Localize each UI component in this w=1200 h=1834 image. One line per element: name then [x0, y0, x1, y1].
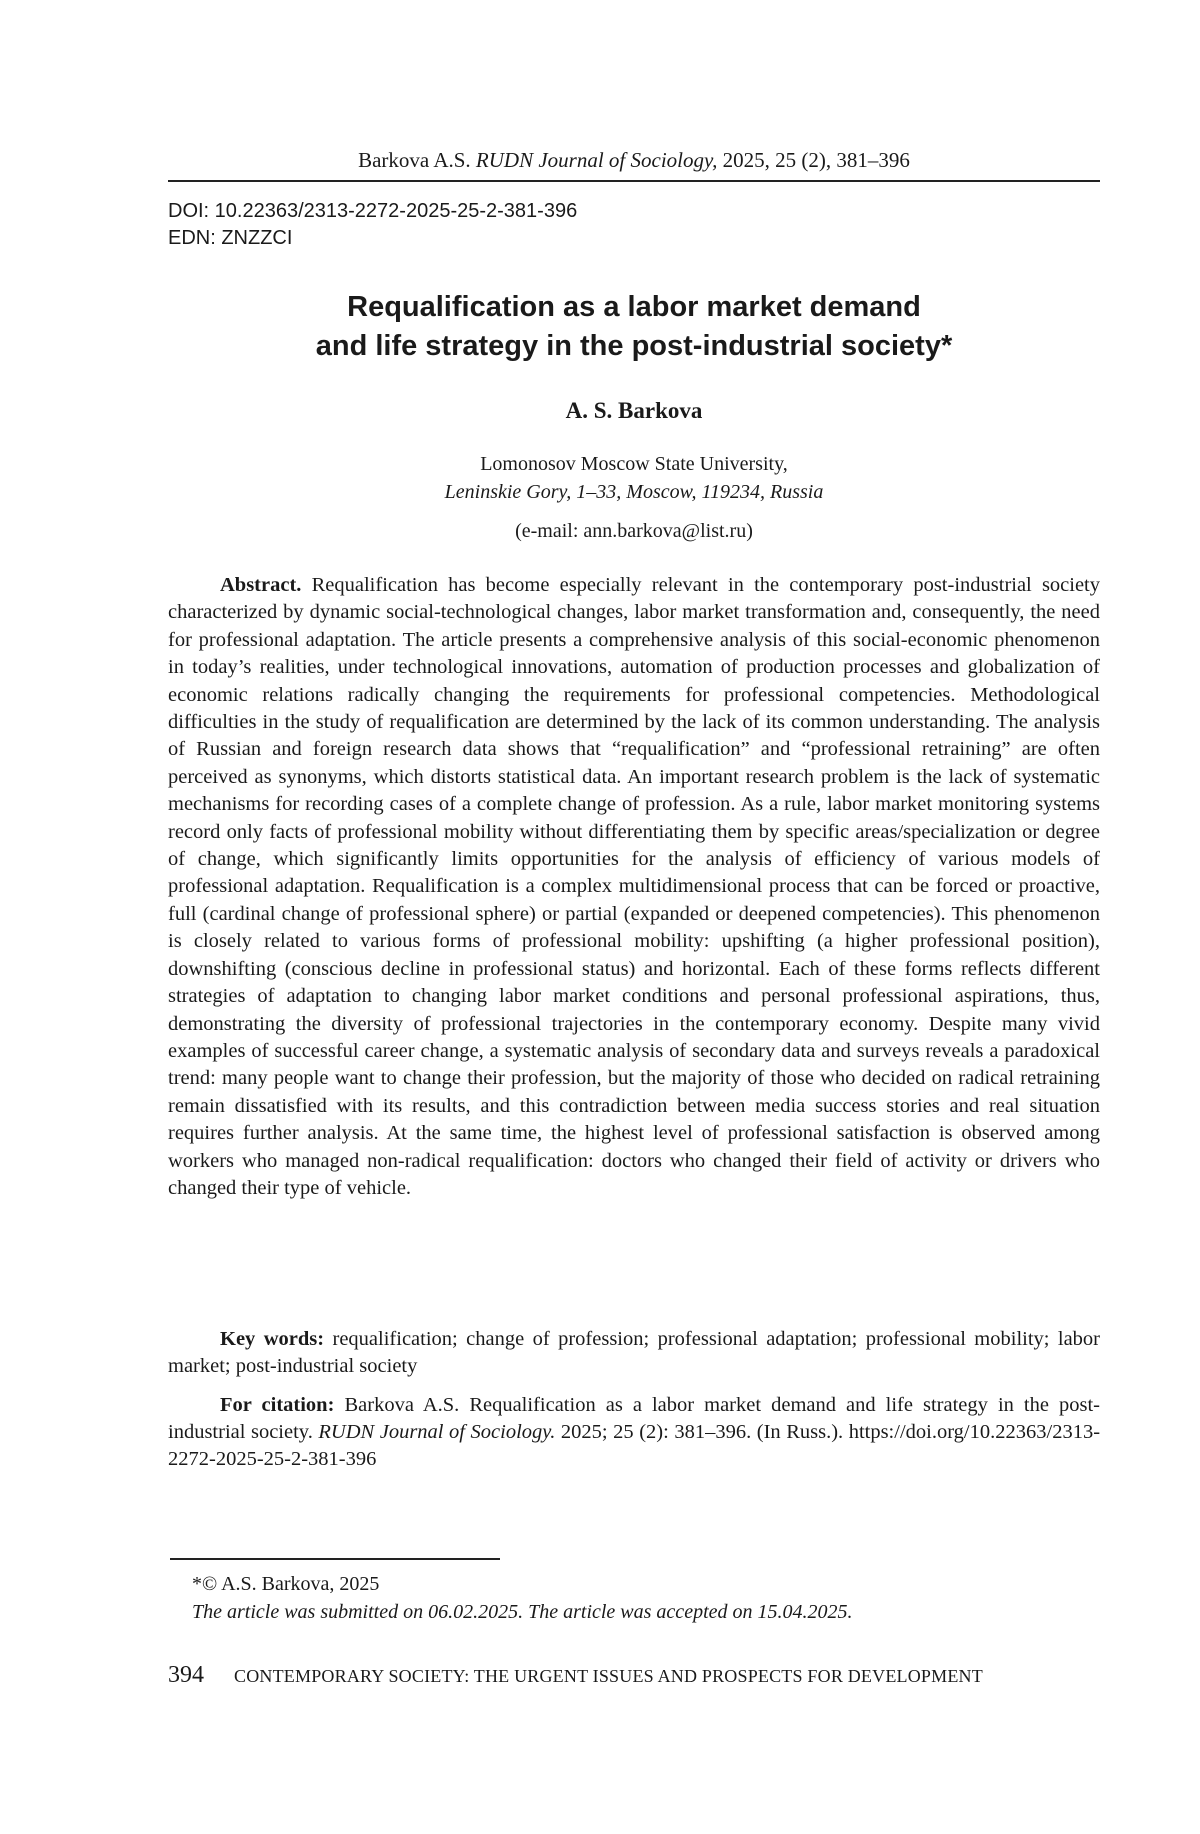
citation-text-after: 2025; 25 (2): 381–396. (In Russ.). https://doi.org/10.22363/2313-2272-2025-25-2-381-396 [168, 1421, 1100, 1470]
keywords-text: requalification; change of profession; professional adaptation; professional mobility; labor market; post-industrial society [168, 1328, 1100, 1377]
author-name: A. S. Barkova [168, 398, 1100, 424]
footnotes [168, 1570, 1100, 1626]
running-head-issue: 2025, 25 (2), 381–396 [723, 148, 910, 172]
citation [168, 1392, 1100, 1473]
affiliation-address: Leninskie Gory, 1–33, Moscow, 119234, Russia [168, 478, 1100, 506]
paper-page [0, 0, 1200, 1834]
title-line-2: and life strategy in the post-industrial society* [168, 327, 1100, 366]
footnote-copyright: *© A.S. Barkova, 2025 [192, 1570, 1100, 1598]
running-head-author: Barkova A.S. [358, 148, 471, 172]
citation-text-before: Barkova A.S. Requalification as a labor market demand and life strategy in the post-industrial society. [168, 1394, 1100, 1443]
affiliation-university: Lomonosov Moscow State University, [168, 450, 1100, 478]
doi-line: DOI: 10.22363/2313-2272-2025-25-2-381-396 [168, 198, 577, 225]
keywords [168, 1326, 1100, 1380]
footnote-rule [170, 1558, 500, 1560]
citation-journal: RUDN Journal of Sociology. [318, 1421, 555, 1443]
keywords-label: Key words: [220, 1328, 324, 1350]
running-head [168, 148, 1100, 173]
edn-line: EDN: ZNZZCI [168, 225, 577, 252]
article-title [168, 288, 1100, 366]
identifiers [168, 198, 577, 252]
page-number: 394 [168, 1662, 204, 1689]
abstract-text: Requalification has become especially relevant in the contemporary post-industrial society characterized by dynamic social-technological changes, labor market transformation and, consequently, the need for professional adaptation. The article presents a comprehensive analysis of this social-economic phenomenon in today’s realities, under technological innovations, automation of production processes and globalization of economic relations radically changing the requirements for professional competencies. Methodological difficulties in the study of requalification are determined by the lack of its common understanding. The analysis of Russian and foreign research data shows that “requalification” and “professional retraining” are often perceived as synonyms, which distorts statistical data. An important research problem is the lack of systematic mechanisms for recording cases of a complete change of profession. As a rule, labor market monitoring systems record only facts of professional mobility without differentiating them by specific areas/specialization or degree of change, which significantly limits opportunities for the analysis of efficiency of various models of professional adaptation. Requalification is a complex multidimensional process that can be forced or proactive, full (cardinal change of professional sphere) or partial (expanded or deepened competencies). This phenomenon is closely related to various forms of professional mobility: upshifting (a higher professional position), downshifting (conscious decline in professional status) and horizontal. Each of these forms reflects different strategies of adaptation to changing labor market conditions and personal professional aspirations, thus, demonstrating the diversity of professional trajectories in the contemporary economy. Despite many vivid examples of successful career change, a systematic analysis of secondary data and surveys reveals a paradoxical trend: many people want to change their profession, but the majority of those who decided on radical retraining remain dissatisfied with its results, and this contradiction between media success stories and real situation requires further analysis. At the same time, the highest level of professional satisfaction is observed among workers who managed non-radical requalification: doctors who changed their field of activity or drivers who changed their type of vehicle. [168, 574, 1100, 1199]
page-footer [168, 1662, 1100, 1689]
journal-section: CONTEMPORARY SOCIETY: THE URGENT ISSUES AND PROSPECTS FOR DEVELOPMENT [234, 1666, 983, 1687]
abstract [168, 572, 1100, 1202]
title-line-1: Requalification as a labor market demand [168, 288, 1100, 327]
footnote-submitted: The article was submitted on 06.02.2025. The article was accepted on 15.04.2025. [192, 1598, 1100, 1626]
abstract-label: Abstract. [220, 574, 301, 596]
running-head-journal: RUDN Journal of Sociology, [476, 148, 717, 172]
author-email: (e-mail: ann.barkova@list.ru) [168, 520, 1100, 543]
header-rule [168, 180, 1100, 182]
affiliation [168, 450, 1100, 506]
citation-label: For citation: [220, 1394, 334, 1416]
